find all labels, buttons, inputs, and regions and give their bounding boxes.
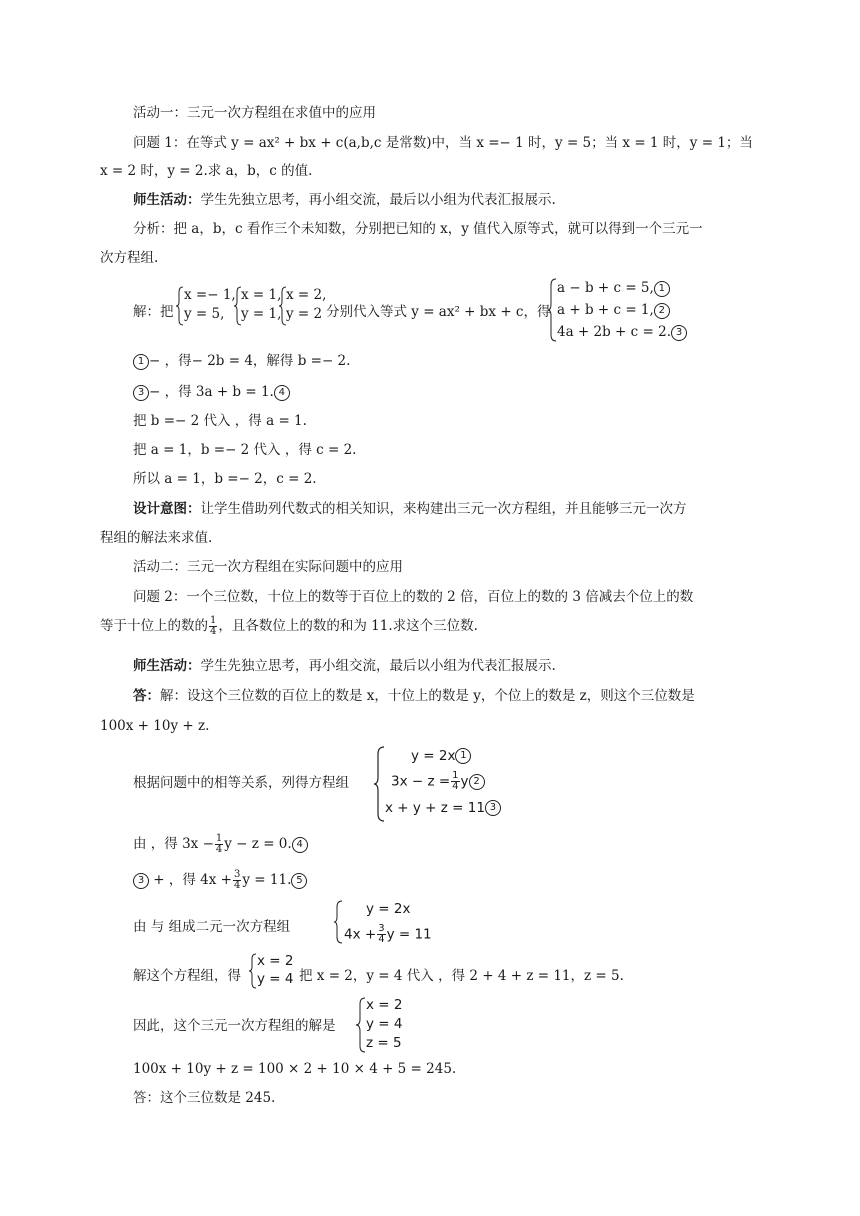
calculation: 100x + 10y + z = 100 × 2 + 10 × 4 + 5 = 245.	[133, 1061, 457, 1077]
teacher-text: 学生先独立思考，再小组交流，最后以小组为代表汇报展示.	[200, 658, 556, 674]
step3: 把 b =− 2 代入 ，得 a = 1.	[133, 413, 307, 429]
step1: 1 − ，得− 2b = 4，解得 b =− 2.	[133, 351, 793, 371]
combine-eq1: y = 2x	[366, 901, 411, 917]
solve-rest: 把 x = 2，y = 4 代入 ，得 2 + 4 + z = 11，z = 5.	[299, 968, 624, 984]
circle-3-icon: 3	[133, 873, 149, 889]
circle-4-icon: 4	[274, 385, 290, 401]
sys-row2: a + b + c = 1, 2	[557, 302, 670, 319]
circle-3-icon: 3	[133, 385, 149, 401]
design-intent	[133, 499, 793, 519]
circle-1-icon: 1	[455, 748, 471, 764]
teacher-label: 师生活动：	[133, 192, 201, 208]
pair1-bot: y = 5,	[184, 306, 225, 322]
problem2-line1: 问题 2：一个三位数，十位上的数等于百位上的数的 2 倍，百位上的数的 3 倍减去个位上的数	[133, 589, 694, 605]
circle-5-icon: 5	[291, 873, 307, 889]
eq-row3: x + y + z = 11 3	[385, 800, 501, 816]
pair3-top: x = 2,	[286, 287, 327, 303]
eq-row2: 3x − z = $\frac{1}{4}$ y 2	[391, 771, 485, 792]
solve-prefix: 解这个方程组，得	[133, 968, 241, 984]
brace-icon	[373, 746, 385, 822]
brace-icon	[249, 953, 257, 989]
pair2-top: x = 1,	[241, 287, 282, 303]
design-line2: 程组的解法来求值.	[100, 530, 213, 546]
brace-icon	[176, 286, 184, 326]
circle-3-icon: 3	[485, 800, 501, 816]
solution-prefix: 解：把	[133, 304, 174, 320]
sys-row3: 4a + 2b + c = 2. 3	[557, 324, 687, 341]
combine-text: 由 与 组成二元一次方程组	[133, 919, 291, 935]
circle-1-icon: 1	[133, 354, 149, 370]
fraction-one-quarter: $\frac{1}{4}$	[215, 833, 223, 855]
combine-eq3-eq4: 3 + ，得 4x + $\frac{3}{4}$ y = 11. 5	[133, 870, 793, 891]
teacher-activity-2	[133, 656, 793, 676]
sol-y: y = 4	[366, 1016, 403, 1032]
answer-line2: 100x + 10y + z.	[100, 718, 210, 734]
problem1-line2: x = 2 时，y = 2.求 a，b，c 的值.	[100, 163, 313, 179]
circle-4-icon: 4	[292, 837, 308, 853]
brace-icon	[548, 278, 557, 342]
therefore-text: 因此，这个三元一次方程组的解是	[133, 1018, 336, 1034]
sys-row1: a − b + c = 5, 1	[557, 280, 670, 297]
teacher-label: 师生活动：	[133, 658, 201, 674]
activity2-title: 活动二：三元一次方程组在实际问题中的应用	[133, 559, 403, 575]
problem2-line2: 等于十位上的数的 $\frac{1}{4}$ ，且各数位上的数的和为 11.求这个三位数.	[100, 615, 478, 637]
teacher-activity-1	[133, 190, 793, 210]
solve-y: y = 4	[257, 971, 294, 987]
final-answer: 答：这个三位数是 245.	[133, 1090, 276, 1106]
answer-line1: 答：解：设这个三位数的百位上的数是 x，十位上的数是 y，个位上的数是 z，则这个三位数是	[133, 688, 695, 704]
combine-eq2: 4x + $\frac{3}{4}$ y = 11	[344, 923, 432, 945]
circle-2-icon: 2	[469, 774, 485, 790]
step5: 所以 a = 1，b =− 2，c = 2.	[133, 471, 317, 487]
pair3-bot: y = 2	[286, 306, 323, 322]
sol-x: x = 2	[366, 997, 403, 1013]
solution-mid: 分别代入等式 y = ax² + bx + c，得	[326, 304, 551, 320]
teacher-text: 学生先独立思考，再小组交流，最后以小组为代表汇报展示.	[200, 192, 556, 208]
fraction-one-quarter: $\frac{1}{4}$	[210, 615, 217, 637]
pair1-top: x =− 1,	[184, 287, 236, 303]
answer-label: 答：	[133, 688, 160, 704]
circle-1-icon: 1	[654, 281, 670, 297]
analysis-line1: 分析：把 a，b，c 看作三个未知数，分别把已知的 x，y 值代入原等式，就可以得到一个三元一	[133, 221, 703, 237]
fraction-one-quarter: $\frac{1}{4}$	[452, 770, 459, 792]
design-label: 设计意图：	[133, 501, 201, 517]
step2: 3 − ，得 3a + b = 1. 4	[133, 382, 793, 402]
step4: 把 a = 1，b =− 2 代入 ，得 c = 2.	[133, 442, 357, 458]
pair2-bot: y = 1,	[241, 306, 282, 322]
from-eq2: 由 ，得 3x − $\frac{1}{4}$ y − z = 0. 4	[133, 834, 793, 855]
brace-icon	[334, 900, 343, 944]
sol-z: z = 5	[366, 1035, 402, 1051]
eq-row1: y = 2x 1	[411, 748, 471, 764]
brace-icon	[356, 997, 366, 1053]
analysis-line2: 次方程组.	[100, 250, 159, 266]
activity1-title: 活动一：三元一次方程组在求值中的应用	[133, 105, 376, 121]
solve-x: x = 2	[257, 953, 294, 969]
circle-2-icon: 2	[654, 303, 670, 319]
relation-text: 根据问题中的相等关系，列得方程组	[133, 775, 349, 791]
fraction-three-quarters: $\frac{3}{4}$	[378, 923, 385, 945]
circle-3-icon: 3	[671, 325, 687, 341]
fraction-three-quarters: $\frac{3}{4}$	[234, 869, 241, 891]
problem1-line1: 问题 1：在等式 y = ax² + bx + c(a,b,c 是常数)中，当 x =− 1 时，y = 5；当 x = 1 时，y = 1；当	[133, 135, 753, 151]
design-text: 让学生借助列代数式的相关知识，来构建出三元一次方程组，并且能够三元一次方	[200, 501, 687, 517]
